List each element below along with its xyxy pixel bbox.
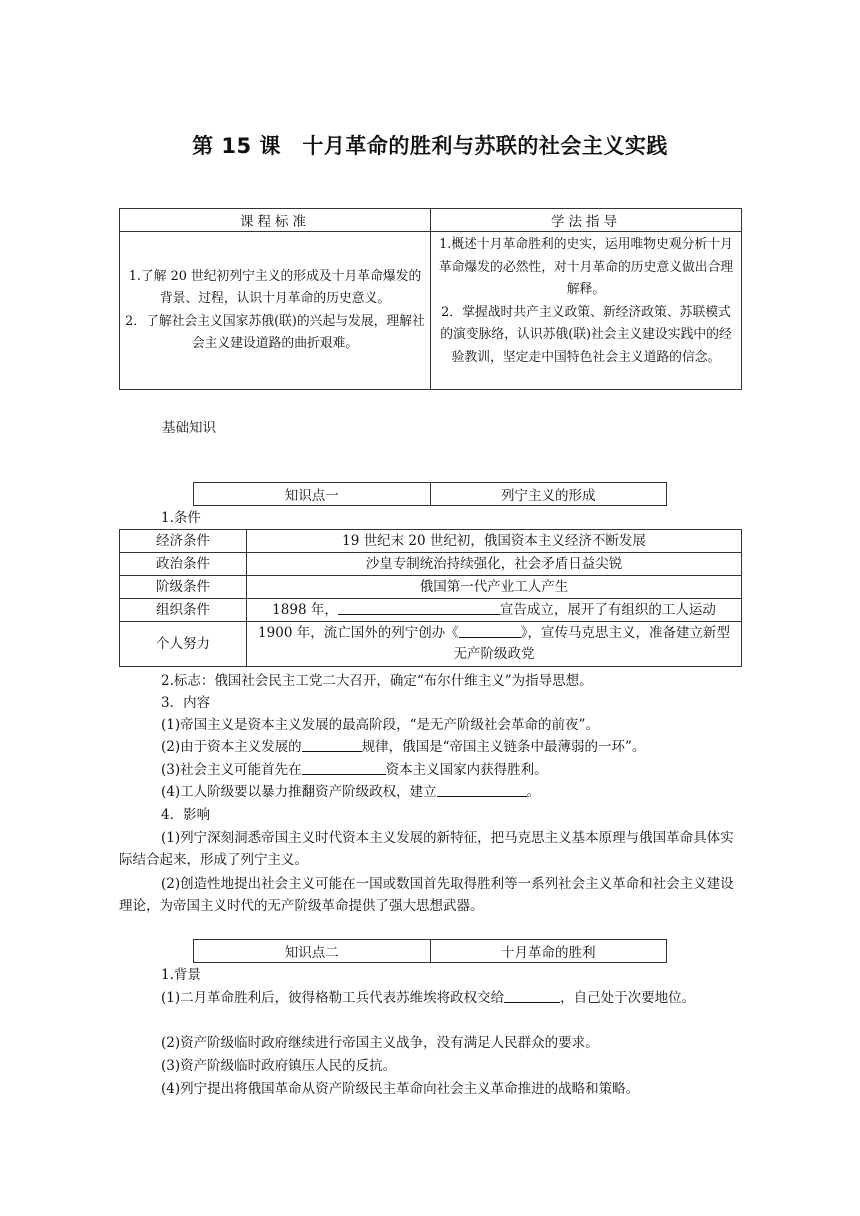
- condition-value: [247, 622, 742, 667]
- kp2-heading-text: 1.背景: [161, 967, 201, 983]
- text: 。: [526, 784, 541, 800]
- fill-blank[interactable]: [504, 988, 560, 1003]
- kp1-impact-heading: [119, 804, 742, 826]
- text: 》，宣传马克思主义，准备建立新型无产阶级政党: [453, 625, 730, 662]
- kp2-background-1: [119, 987, 742, 1009]
- text: (4)工人阶级要以暴力推翻资产阶级政权，建立: [161, 784, 437, 800]
- kp2-background-3: [119, 1055, 742, 1077]
- text: 规律，俄国是“帝国主义链条中最薄弱的一环”。: [361, 739, 646, 755]
- sign-text: 2.标志：俄国社会民主工党二大召开，确定“布尔什维主义”为指导思想。: [161, 673, 593, 689]
- fill-blank[interactable]: [459, 623, 521, 638]
- kp1-content-4: [119, 781, 742, 803]
- text: 1900 年，流亡国外的列宁创办《: [258, 625, 459, 641]
- text: ，自己处于次要地位。: [560, 990, 696, 1006]
- kp1-content-3: [119, 759, 742, 781]
- standard-item: 2．了解社会主义国家苏俄(联)的兴起与发展，理解社会主义建设道路的曲折艰难。: [125, 313, 425, 351]
- text: (2)由于资本主义发展的: [161, 739, 302, 755]
- kp2-background-2: [119, 1032, 742, 1054]
- kp-label: 知识点一: [194, 483, 431, 506]
- fill-blank[interactable]: [302, 737, 362, 752]
- fill-blank[interactable]: [437, 782, 527, 797]
- impact-heading-text: 4．影响: [161, 807, 211, 823]
- kp2-background-4: [119, 1078, 742, 1100]
- header-learning-guide: 学法指导: [431, 209, 742, 232]
- kp1-content-1: [119, 714, 742, 736]
- curriculum-table: [119, 208, 742, 390]
- kp-name: 列宁主义的形成: [430, 483, 667, 506]
- text: (1)二月革命胜利后，彼得格勒工兵代表苏维埃将政权交给: [161, 990, 505, 1006]
- table-row: [120, 599, 742, 622]
- fill-blank[interactable]: [302, 760, 386, 775]
- kp-name: 十月革命的胜利: [430, 940, 667, 963]
- page-title: 第 15 课 十月革命的胜利与苏联的社会主义实践: [192, 134, 668, 158]
- section-label: 基础知识: [162, 420, 216, 436]
- kp1-content-2: [119, 736, 742, 758]
- text: (3)社会主义可能首先在: [161, 762, 302, 778]
- guide-item: 2．掌握战时共产主义政策、新经济政策、苏联模式的演变脉络，认识苏俄(联)社会主义建设实践中的经验教训，坚定走中国特色社会主义道路的信念。: [440, 304, 732, 365]
- table-row: [120, 576, 742, 599]
- condition-key: 组织条件: [120, 599, 247, 622]
- kp1-sign: [119, 670, 742, 692]
- guide-item: 1.概述十月革命胜利的史实，运用唯物史观分析十月革命爆发的必然性，对十月革命的历史意义做出合理解释。: [438, 237, 734, 297]
- text: 资本主义国家内获得胜利。: [385, 762, 548, 778]
- guide-cell: [431, 232, 742, 390]
- background-text: (3)资产阶级临时政府镇压人民的反抗。: [161, 1058, 397, 1074]
- header-curriculum-standard: 课程标准: [120, 209, 431, 232]
- standard-item: 1.了解 20 世纪初列宁主义的形成及十月革命爆发的背景、过程，认识十月革命的历史意义。: [128, 268, 422, 306]
- condition-key: 政治条件: [120, 553, 247, 576]
- condition-value: [247, 599, 742, 622]
- standards-cell: [120, 232, 431, 390]
- knowledge-point-2-header: [193, 939, 667, 963]
- text: 1898 年，: [272, 601, 338, 618]
- kp1-impact-2: (2)创造性地提出社会主义可能在一国或数国首先取得胜利等一系列社会主义革命和社会主义建设理论，为帝国主义时代的无产阶级革命提供了强大思想武器。: [119, 876, 734, 914]
- text: 宣告成立，展开了有组织的工人运动: [499, 601, 716, 618]
- background-text: (2)资产阶级临时政府继续进行帝国主义战争，没有满足人民群众的要求。: [161, 1035, 599, 1051]
- kp-label: 知识点二: [194, 940, 431, 963]
- background-text: (4)列宁提出将俄国革命从资产阶级民主革命向社会主义革命推进的战略和策略。: [161, 1081, 640, 1097]
- kp1-content-heading: [119, 692, 742, 714]
- condition-key: 阶级条件: [120, 576, 247, 599]
- kp1-impact-1: (1)列宁深刻洞悉帝国主义时代资本主义发展的新特征，把马克思主义基本原理与俄国革命具体实际结合起来，形成了列宁主义。: [119, 830, 734, 868]
- kp2-heading: [119, 964, 742, 986]
- condition-value: 19 世纪末 20 世纪初，俄国资本主义经济不断发展: [247, 530, 742, 553]
- condition-value: 俄国第一代产业工人产生: [247, 576, 742, 599]
- content-heading-text: 3．内容: [161, 695, 211, 711]
- fill-blank[interactable]: [338, 600, 500, 615]
- condition-key: 个人努力: [120, 622, 247, 667]
- subheading: 1.条件: [161, 510, 201, 526]
- table-row: [120, 530, 742, 553]
- knowledge-point-1-header: [193, 482, 667, 506]
- content-text: (1)帝国主义是资本主义发展的最高阶段，“是无产阶级社会革命的前夜”。: [161, 717, 599, 733]
- conditions-table: [119, 529, 742, 667]
- table-row: [120, 553, 742, 576]
- condition-value: 沙皇专制统治持续强化，社会矛盾日益尖锐: [247, 553, 742, 576]
- table-row: [120, 622, 742, 667]
- condition-key: 经济条件: [120, 530, 247, 553]
